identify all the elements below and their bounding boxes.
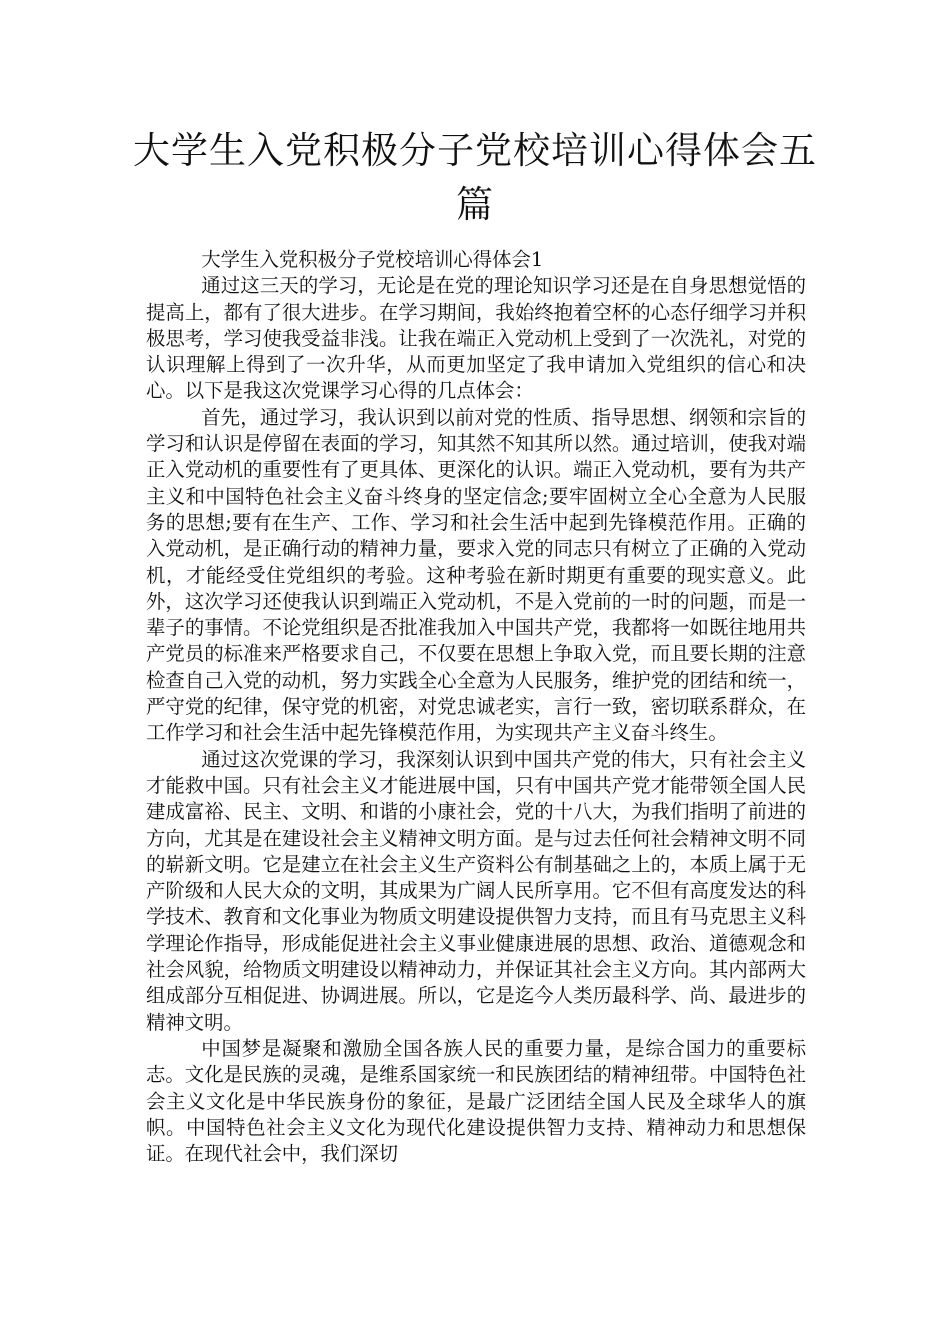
paragraph: 首先，通过学习，我认识到以前对党的性质、指导思想、纲领和宗旨的学习和认识是停留在表面的学习，知其然不知其所以然。通过培训，使我对端正入党动机的重要性有了更具体、更深化的认识。端正入党动机，要有为共产主义和中国特色社会主义奋斗终身的坚定信念;要牢固树立全心全意为人民服务的思想;要有在生产、工作、学习和社会生活中起到先锋模范作用。正确的入党动机，是正确行动的精神力量，要求入党的同志只有树立了正确的入党动机，才能经受住党组织的考验。这种考验在新时期更有重要的现实意义。此外，这次学习还使我认识到端正入党动机，不是入党前的一时的问题，而是一辈子的事情。不论党组织是否批准我加入中国共产党，我都将一如既往地用共产党员的标准来严格要求自己，不仅要在思想上争取入党，而且要长期的注意检查自己入党的动机，努力实践全心全意为人民服务，维护党的团结和统一，严守党的纪律，保守党的机密，对党忠诚老实，言行一致，密切联系群众，在工作学习和社会生活中起先锋模范作用，为实现共产主义奋斗终生。 (146, 405, 806, 745)
paragraph: 通过这三天的学习，无论是在党的理论知识学习还是在自身思想觉悟的提高上，都有了很大进步。在学习期间，我始终抱着空杯的心态仔细学习并积极思考，学习使我受益非浅。让我在端正入党动机上受到了一次洗礼，对党的认识理解上得到了一次升华，从而更加坚定了我申请加入党组织的信心和决心。以下是我这次党课学习心得的几点体会： (146, 274, 806, 403)
section-heading: 大学生入党积极分子党校培训心得体会1 (201, 248, 544, 271)
document-title: 大学生入党积极分子党校培训心得体会五篇 (133, 129, 817, 226)
paragraph: 通过这次党课的学习，我深刻认识到中国共产党的伟大，只有社会主义才能救中国。只有社会主义才能进展中国，只有中国共产党才能带领全国人民建成富裕、民主、文明、和谐的小康社会，党的十八大，为我们指明了前进的方向，尤其是在建设社会主义精神文明方面。是与过去任何社会精神文明不同的崭新文明。它是建立在社会主义生产资料公有制基础之上的，本质上属于无产阶级和人民大众的文明，其成果为广阔人民所享用。它不但有高度发达的科学技术、教育和文化事业为物质文明建设提供智力支持，而且有马克思主义科学理论作指导，形成能促进社会主义事业健康进展的思想、政治、道德观念和社会风貌，给物质文明建设以精神动力，并保证其社会主义方向。其内部两大组成部分互相促进、协调进展。所以，它是迄今人类历最科学、尚、最进步的精神文明。 (146, 747, 806, 1034)
paragraph: 中国梦是凝聚和激励全国各族人民的重要力量，是综合国力的重要标志。文化是民族的灵魂，是维系国家统一和民族团结的精神纽带。中国特色社会主义文化是中华民族身份的象征，是最广泛团结全国人民及全球华人的旗帜。中国特色社会主义文化为现代化建设提供智力支持、精神动力和思想保证。在现代社会中，我们深切 (146, 1036, 806, 1166)
document-body (146, 247, 806, 1167)
